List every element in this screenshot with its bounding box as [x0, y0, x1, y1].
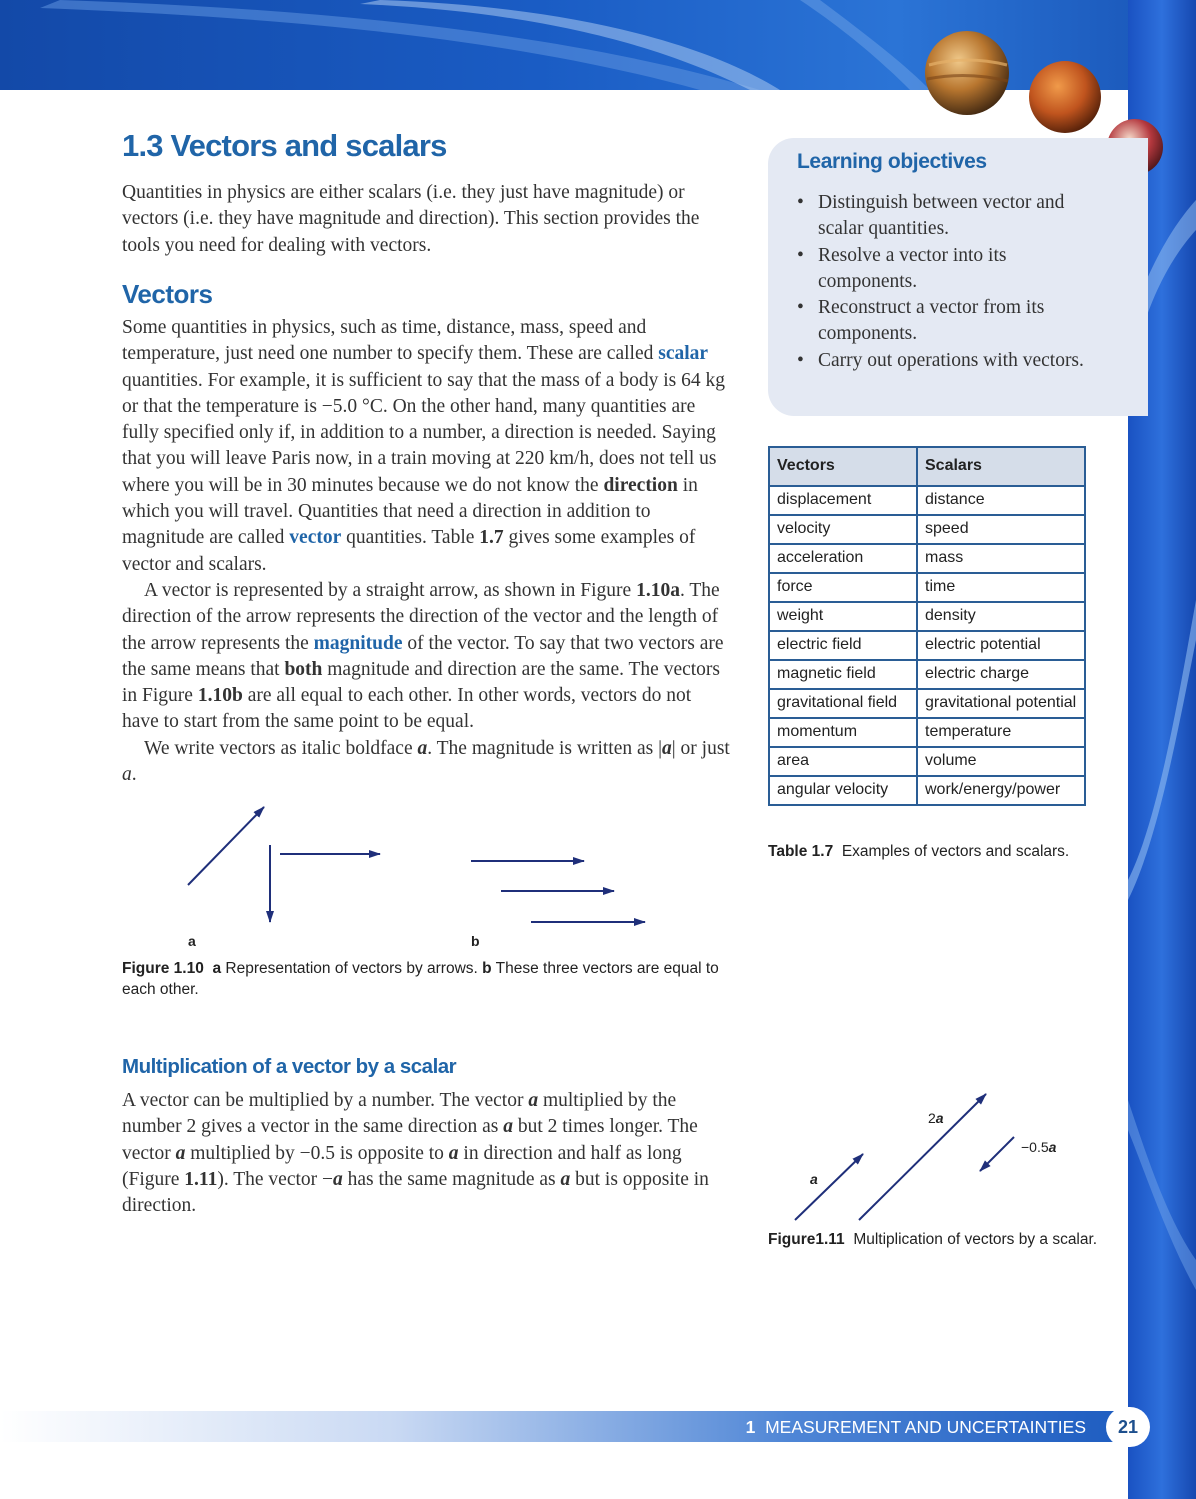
objective-item: • Resolve a vector into its components.: [797, 243, 1097, 296]
objective-item: • Distinguish between vector and scalar quantities.: [797, 190, 1097, 243]
table-row: [769, 544, 1085, 573]
figure-1-10: [150, 795, 690, 955]
table-row: [769, 776, 1085, 805]
vector-cell: force: [769, 573, 917, 602]
vector-a-arrow: [795, 1154, 863, 1220]
figure-1-10-label-a: a: [188, 933, 196, 949]
scalar-cell: time: [917, 573, 1085, 602]
table-header-row: [769, 447, 1085, 486]
vector-cell: gravitational field: [769, 689, 917, 718]
scalar-cell: mass: [917, 544, 1085, 573]
scalar-cell: temperature: [917, 718, 1085, 747]
column-header-vectors: Vectors: [769, 447, 917, 486]
table-row: [769, 660, 1085, 689]
intro-paragraph: Quantities in physics are either scalars (i.e. they just have magnitude) or vectors (i.e. they have magnitude and direction). This section provides the tools you need for dealing with vectors.: [122, 182, 700, 256]
figure-1-10-caption: Figure 1.10 a Representation of vectors by arrows. b These three vectors are equal to each other.: [122, 960, 719, 998]
figure-1-11: [768, 1085, 1108, 1230]
table-1-7-caption: Table 1.7 Examples of vectors and scalars.: [768, 843, 1070, 860]
vector-cell: angular velocity: [769, 776, 917, 805]
vector-cell: acceleration: [769, 544, 917, 573]
column-header-scalars: Scalars: [917, 447, 1085, 486]
vector-cell: electric field: [769, 631, 917, 660]
term-scalar: scalar: [658, 343, 709, 365]
objective-item: • Carry out operations with vectors.: [797, 348, 1097, 374]
section-title: 1.3 Vectors and scalars: [122, 128, 447, 163]
table-row: [769, 689, 1085, 718]
vectors-paragraph-3: We write vectors as italic boldface a. The magnitude is written as |a| or just a.: [122, 737, 730, 786]
vectors-paragraph-2: A vector is represented by a straight arrow, as shown in Figure 1.10a. The direction of the arrow represents the direction of the vector and the length of the arrow represents the magnitude of the vector. To say that two vectors are the same means that both magnitude and direction are the same. The vectors in Figure 1.10b are all equal to each other. In other words, vectors do not have to start from the same point to be equal.: [122, 579, 724, 733]
page-number: 21: [1106, 1407, 1150, 1447]
vector-cell: momentum: [769, 718, 917, 747]
vectors-scalars-table: [768, 446, 1086, 806]
vector-arrow-diagonal: [188, 807, 264, 885]
scalar-cell: volume: [917, 747, 1085, 776]
term-vector: vector: [289, 527, 342, 549]
learning-objectives-title: Learning objectives: [797, 150, 987, 173]
objective-item: • Reconstruct a vector from its components.: [797, 295, 1097, 348]
table-row: [769, 486, 1085, 515]
multiplication-body: A vector can be multiplied by a number. The vector a multiplied by the number 2 gives a vector in the same direction as a but 2 times longer. The vector a multiplied by −0.5 is opposite to a in direction and half as long (Figure 1.11). The vector −a has the same magnitude as a but is opposite in direction.: [122, 1090, 709, 1217]
table-row: [769, 515, 1085, 544]
table-row: [769, 573, 1085, 602]
figure-1-11-caption: Figure1.11 Multiplication of vectors by a scalar.: [768, 1231, 1098, 1248]
table-row: [769, 602, 1085, 631]
scalar-cell: speed: [917, 515, 1085, 544]
vector-cell: magnetic field: [769, 660, 917, 689]
vectors-paragraph-1: Some quantities in physics, such as time, distance, mass, speed and temperature, just need one number to specify them. These are called scalar quantities. For example, it is sufficient to say that the mass of a body is 64 kg or that the temperature is −5.0 °C. On the other hand, many quantities are fully specified only if, in addition to a number, a direction is needed. Saying that you will leave Paris now, in a train moving at 220 km/h, does not tell us where you will be in 30 minutes because we do not know the direction in which you will travel. Quantities that need a direction in addition to magnitude are called vector quantities. Table 1.7 gives some examples of vector and scalars.: [122, 317, 725, 575]
multiplication-heading: Multiplication of a vector by a scalar: [122, 1055, 457, 1078]
chapter-footer: 1 MEASUREMENT AND UNCERTAINTIES: [745, 1417, 1086, 1437]
vector-2a-arrow: [859, 1094, 986, 1220]
term-direction: direction: [603, 474, 678, 496]
vector-cell: velocity: [769, 515, 917, 544]
table-row: [769, 631, 1085, 660]
planet-jupiter-icon: [925, 31, 1009, 115]
table-row: [769, 718, 1085, 747]
label-2a: 2a: [928, 1110, 944, 1126]
vector-cell: displacement: [769, 486, 917, 515]
vector-neg-half-a-arrow: [980, 1137, 1014, 1171]
figure-1-10-label-b: b: [471, 933, 480, 949]
learning-objectives-list: [797, 190, 1097, 374]
label-neg-half-a: −0.5a: [1021, 1139, 1057, 1155]
scalar-cell: electric charge: [917, 660, 1085, 689]
scalar-cell: electric potential: [917, 631, 1085, 660]
planet-mars-icon: [1029, 61, 1101, 133]
scalar-cell: density: [917, 602, 1085, 631]
label-a: a: [810, 1171, 818, 1187]
scalar-cell: distance: [917, 486, 1085, 515]
term-magnitude: magnitude: [313, 632, 403, 654]
scalar-cell: gravitational potential: [917, 689, 1085, 718]
scalar-cell: work/energy/power: [917, 776, 1085, 805]
vectors-heading: Vectors: [122, 279, 213, 309]
vectors-body: [122, 315, 732, 788]
table-row: [769, 747, 1085, 776]
vector-cell: weight: [769, 602, 917, 631]
vector-cell: area: [769, 747, 917, 776]
